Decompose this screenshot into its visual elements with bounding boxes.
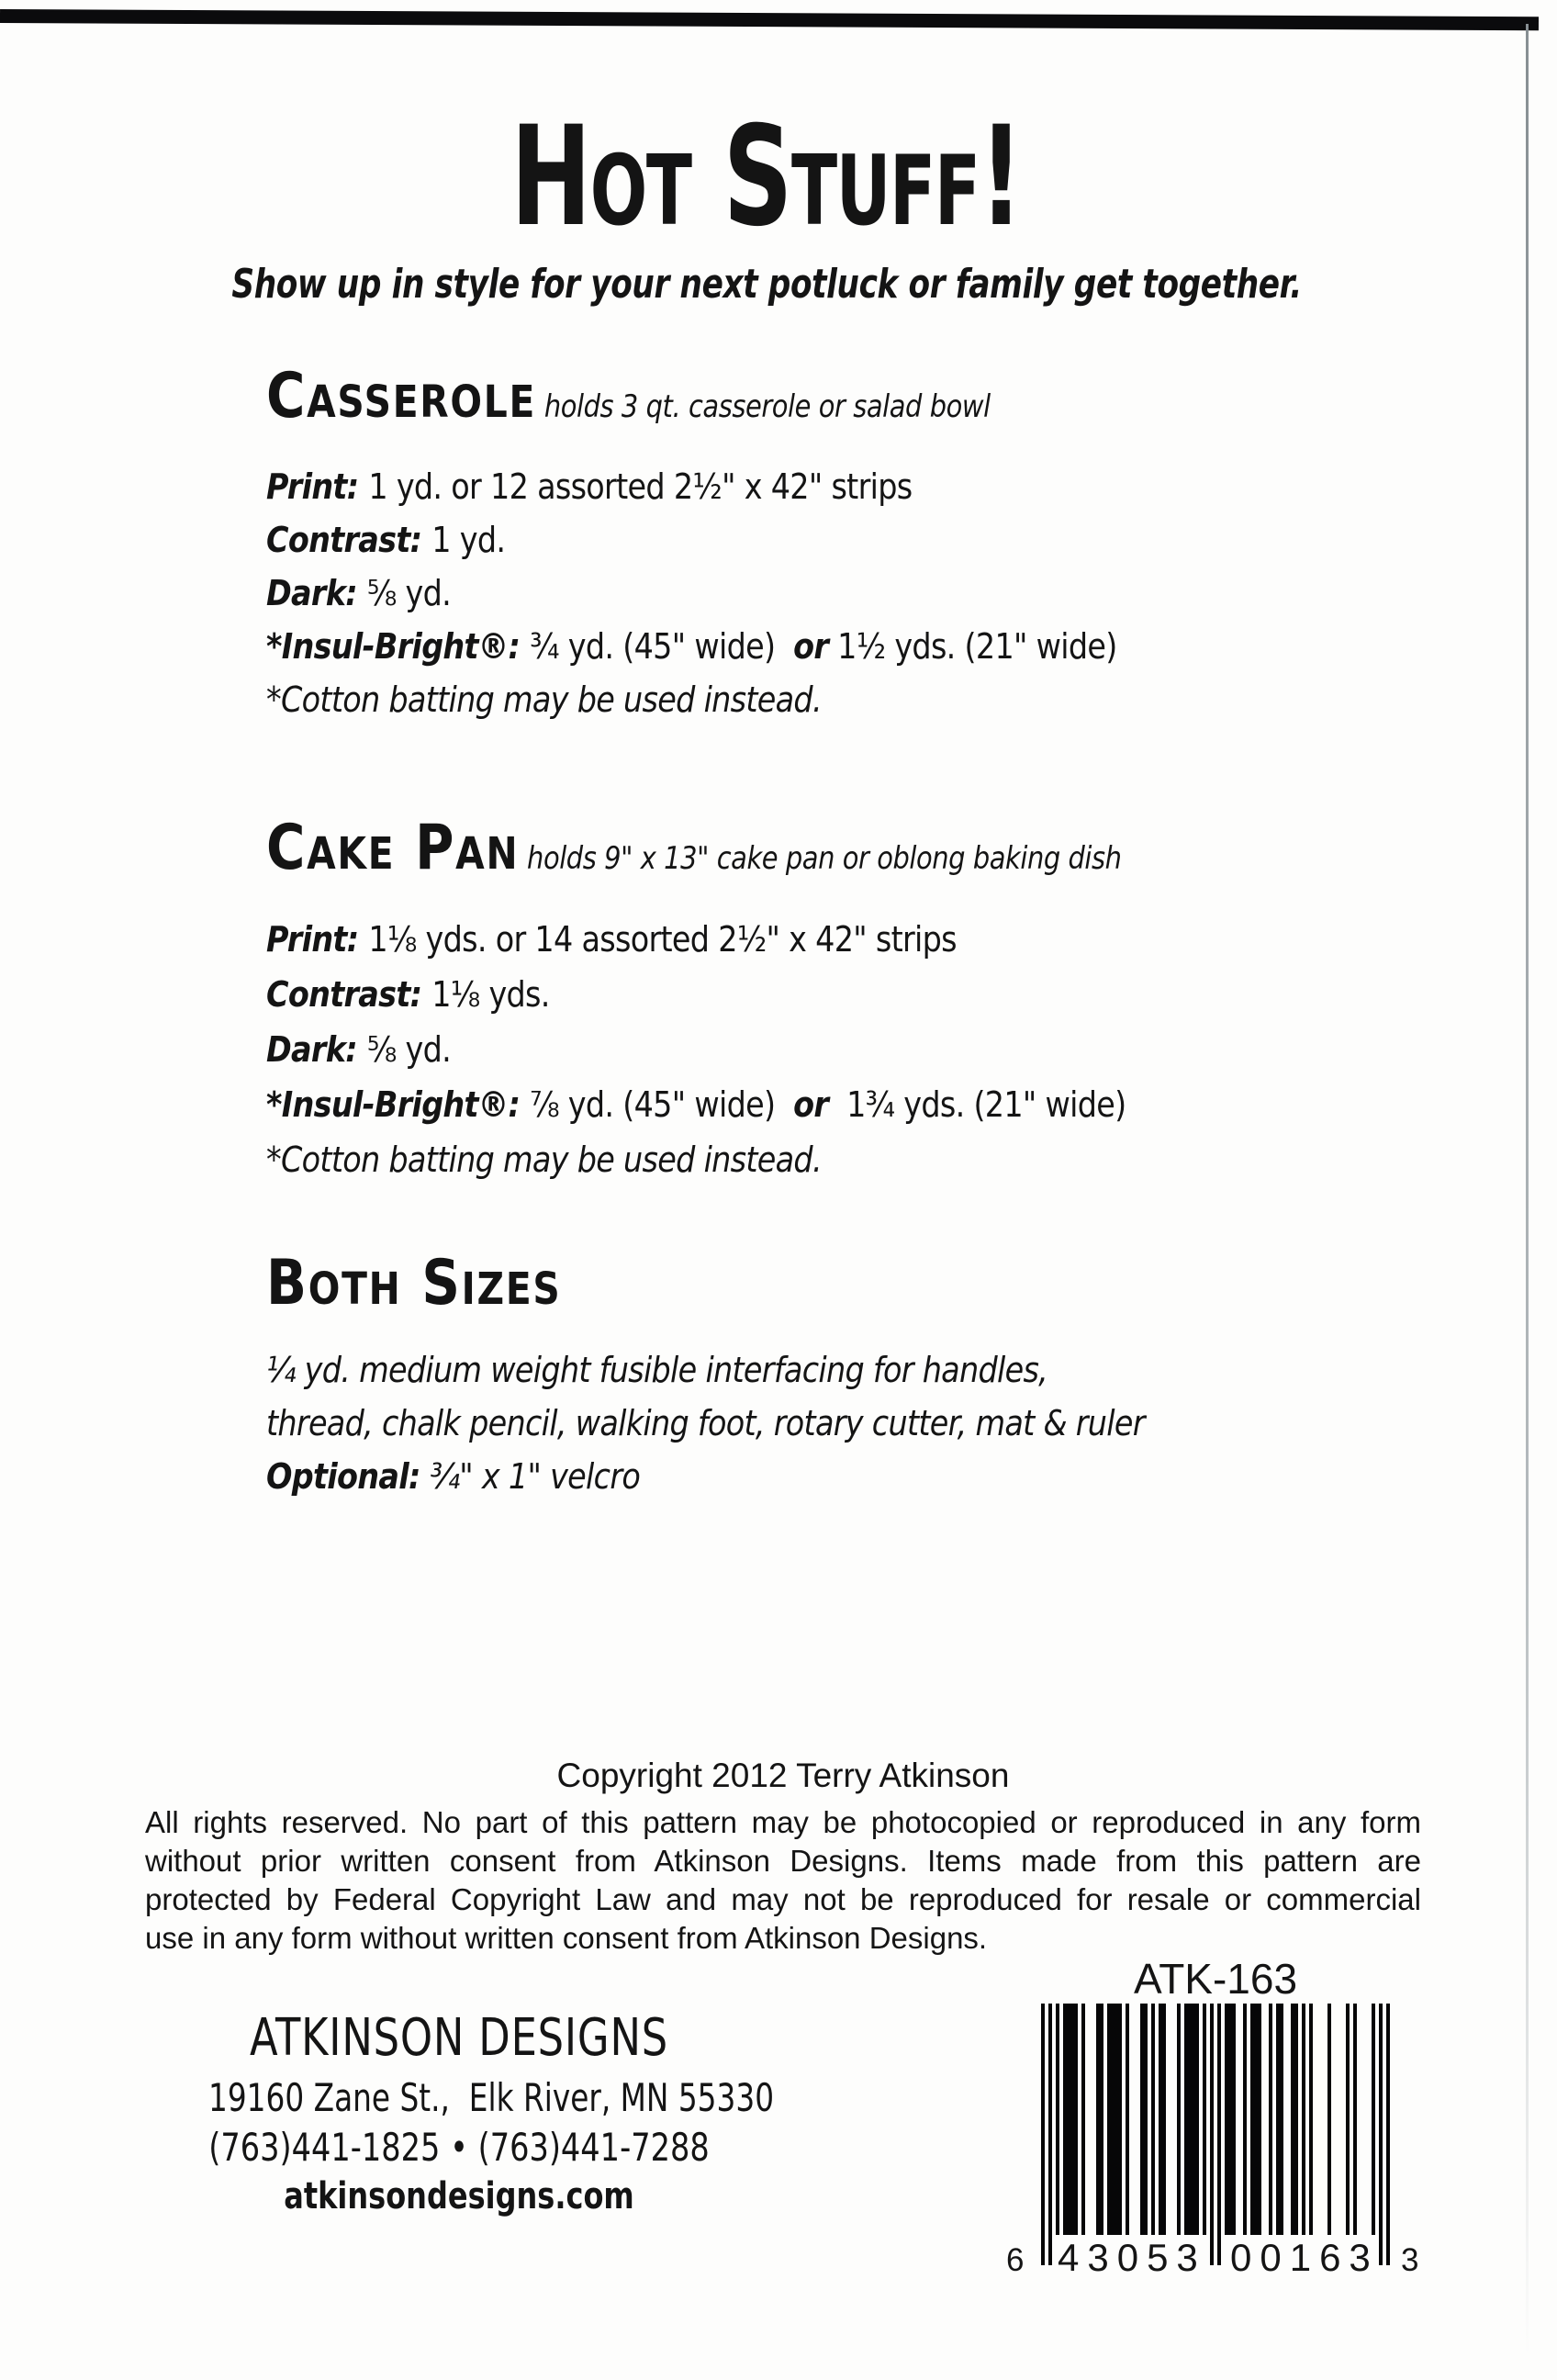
section-heading: Cake Pan — [266, 812, 520, 884]
section-heading-row — [266, 812, 1122, 895]
barcode-check-digit: 3 — [1401, 2242, 1419, 2278]
scan-top-edge — [0, 9, 1539, 30]
publisher-block — [138, 2008, 780, 2217]
yardage-label: *Insul-Bright®: — [266, 626, 531, 667]
yardage-value: *Cotton batting may be used instead. — [266, 679, 822, 720]
yardage-value: 1½ yds. (21" wide) — [828, 626, 1117, 667]
yardage-value: ¼ yd. medium weight fusible interfacing for handles, — [266, 1350, 1048, 1390]
yardage-label: Dark: — [266, 1029, 367, 1070]
supplies-line — [266, 1397, 1145, 1450]
yardage-line — [266, 620, 1117, 673]
copyright-line: use in any form without written consent from Atkinson Designs. — [145, 1921, 988, 1955]
yardage-or: or — [793, 1084, 829, 1125]
page-subtitle: Show up in style for your next potluck or family get together. — [231, 261, 1302, 308]
section-descriptor: holds 3 qt. casserole or salad bowl — [536, 388, 991, 425]
section-heading: Both Sizes — [266, 1247, 562, 1319]
yardage-label: Dark: — [266, 573, 367, 613]
yardage-value: thread, chalk pencil, walking foot, rotary cutter, mat & ruler — [266, 1403, 1145, 1443]
yardage-label: Contrast: — [266, 974, 432, 1015]
barcode-right-digits: 00163 — [1230, 2236, 1379, 2279]
subtitle-row — [0, 263, 1533, 307]
yardage-line — [266, 513, 1117, 567]
section-cake-pan — [266, 812, 1272, 1187]
yardage-line — [266, 912, 1151, 967]
optional-line — [266, 1450, 1145, 1503]
yardage-value: ⅞ yd. (45" wide) — [530, 1084, 794, 1125]
yardage-label: Optional: — [266, 1456, 431, 1497]
yardage-note — [266, 673, 1117, 726]
company-address: 19160 Zane St., Elk River, MN 55330 — [208, 2075, 775, 2120]
barcode-bars — [1041, 2004, 1390, 2265]
barcode-module — [1386, 2004, 1390, 2265]
yardage-note — [266, 1132, 1151, 1187]
yardage-value: 1⅛ yds. — [431, 974, 550, 1015]
scan-page-edge — [1526, 24, 1529, 2356]
yardage-value: *Cotton batting may be used instead. — [266, 1139, 822, 1180]
company-name: ATKINSON DESIGNS — [249, 2008, 668, 2068]
barcode-number-system-digit: 6 — [1006, 2242, 1025, 2278]
company-phones: (763)441-1825 • (763)441-7288 — [208, 2125, 710, 2170]
barcode-symbol — [1006, 2004, 1419, 2279]
yardage-or: or — [793, 626, 829, 667]
company-website: atkinsondesigns.com — [284, 2175, 634, 2217]
yardage-label: Contrast: — [266, 520, 432, 560]
yardage-line — [266, 567, 1117, 620]
yardage-value: 1¾ yds. (21" wide) — [828, 1084, 1126, 1125]
yardage-label: Print: — [266, 466, 369, 507]
yardage-line — [266, 967, 1151, 1022]
yardage-value: ⅝ yd. — [366, 1029, 452, 1070]
yardage-value: 1 yd. or 12 assorted 2½" x 42" strips — [368, 466, 913, 507]
copyright-heading: Copyright 2012 Terry Atkinson — [556, 1757, 1010, 1794]
section-both-sizes — [266, 1247, 1264, 1503]
yardage-line — [266, 1022, 1151, 1077]
yardage-line — [266, 460, 1117, 513]
section-heading-row — [266, 1247, 1115, 1330]
yardage-value: 1 yd. — [431, 520, 506, 560]
yardage-value: 1⅛ yds. or 14 assorted 2½" x 42" strips — [368, 919, 957, 960]
section-casserole — [266, 360, 1233, 726]
barcode — [1005, 1955, 1437, 2279]
copyright-line: All rights reserved. No part of this pattern may be photocopied or reproduced in any form — [145, 1805, 1421, 1839]
yardage-value: ⅝ yd. — [366, 573, 452, 613]
product-code: ATK-163 — [1133, 1955, 1298, 2003]
page-title: Hot Stuff! — [510, 97, 1023, 257]
copyright-line: without prior written consent from Atkinson Designs. Items made from this pattern are — [145, 1844, 1421, 1878]
section-descriptor: holds 9" x 13" cake pan or oblong baking dish — [519, 840, 1122, 877]
copyright-line: protected by Federal Copyright Law and may not be reproduced for resale or commercial — [145, 1882, 1421, 1916]
barcode-left-digits: 43053 — [1058, 2236, 1206, 2279]
yardage-label: *Insul-Bright®: — [266, 1084, 531, 1125]
yardage-value: ¾ yd. (45" wide) — [530, 626, 794, 667]
supplies-line — [266, 1343, 1145, 1397]
copyright-block — [145, 1756, 1421, 1958]
yardage-label: Print: — [266, 919, 369, 960]
title-row — [0, 97, 1533, 257]
yardage-line — [266, 1077, 1151, 1132]
yardage-value: ¾" x 1" velcro — [430, 1456, 641, 1497]
section-heading-row — [266, 360, 1088, 443]
section-heading: Casserole — [266, 360, 537, 432]
